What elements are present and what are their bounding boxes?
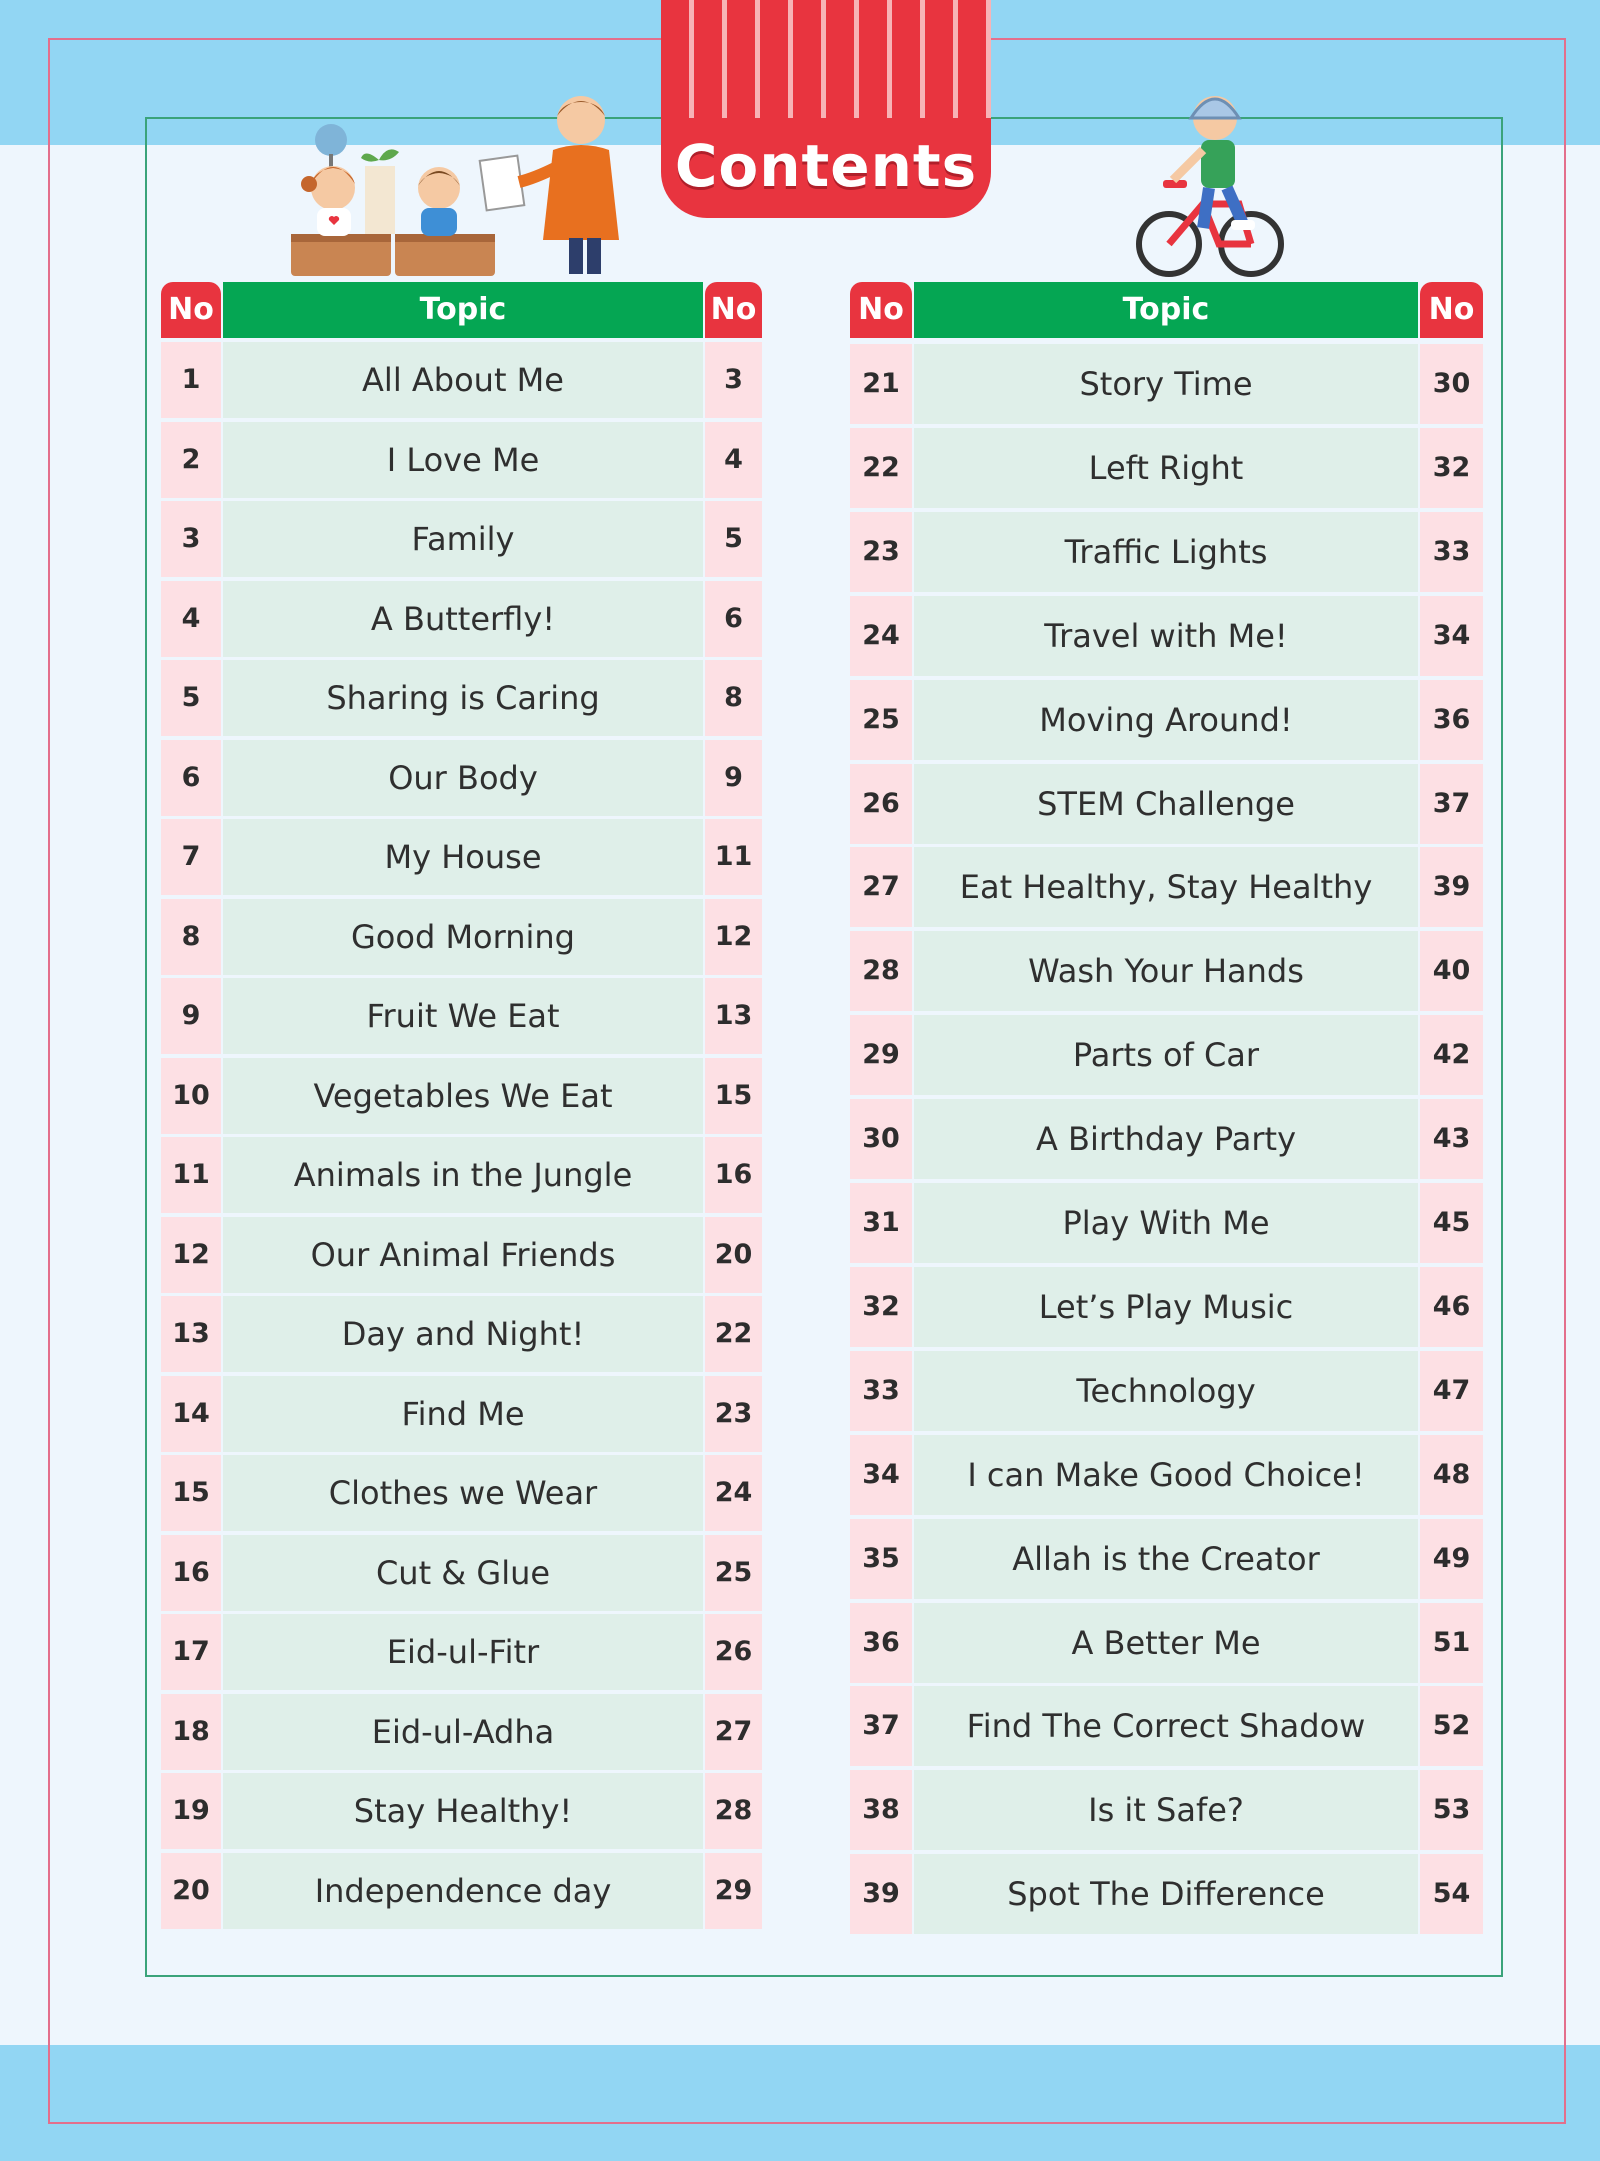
row-topic: Eid-ul-Adha: [223, 1694, 703, 1770]
row-topic: A Better Me: [914, 1603, 1418, 1683]
table-row: [161, 342, 762, 418]
row-number: 21: [850, 344, 912, 424]
row-page: 32: [1420, 428, 1483, 508]
row-topic: Story Time: [914, 344, 1418, 424]
row-topic: Technology: [914, 1351, 1418, 1431]
row-page: 24: [705, 1455, 762, 1531]
table-row: [850, 596, 1483, 676]
table-row: [850, 1854, 1483, 1934]
table-row: [850, 344, 1483, 424]
row-page: 45: [1420, 1183, 1483, 1263]
row-number: 3: [161, 501, 221, 577]
row-number: 24: [850, 596, 912, 676]
table-row: [161, 581, 762, 657]
classroom-illustration: [283, 88, 628, 278]
row-topic: Fruit We Eat: [223, 978, 703, 1054]
row-topic: Let’s Play Music: [914, 1267, 1418, 1347]
row-topic: All About Me: [223, 342, 703, 418]
row-page: 42: [1420, 1015, 1483, 1095]
row-topic: Find Me: [223, 1376, 703, 1452]
row-page: 48: [1420, 1435, 1483, 1515]
table-row: [850, 512, 1483, 592]
table-row: [161, 978, 762, 1054]
row-topic: Sharing is Caring: [223, 660, 703, 736]
row-number: 20: [161, 1853, 221, 1929]
table-row: [850, 764, 1483, 844]
row-number: 27: [850, 847, 912, 927]
row-number: 33: [850, 1351, 912, 1431]
cyclist-illustration: [1135, 88, 1295, 280]
table-row: [850, 1770, 1483, 1850]
row-topic: Eat Healthy, Stay Healthy: [914, 847, 1418, 927]
header-topic: Topic: [223, 282, 703, 338]
row-number: 25: [850, 680, 912, 760]
table-row: [850, 1603, 1483, 1683]
row-topic: Allah is the Creator: [914, 1519, 1418, 1599]
table-row: [161, 1853, 762, 1929]
table-row: [850, 1686, 1483, 1766]
row-topic: Vegetables We Eat: [223, 1058, 703, 1134]
row-topic: Left Right: [914, 428, 1418, 508]
table-row: [850, 1351, 1483, 1431]
row-number: 37: [850, 1686, 912, 1766]
row-page: 52: [1420, 1686, 1483, 1766]
header-page: No: [705, 282, 762, 338]
row-topic: Family: [223, 501, 703, 577]
row-topic: Traffic Lights: [914, 512, 1418, 592]
page-title: Contents: [674, 132, 978, 200]
row-number: 7: [161, 819, 221, 895]
header-topic: Topic: [914, 282, 1418, 338]
row-page: 13: [705, 978, 762, 1054]
row-topic: Independence day: [223, 1853, 703, 1929]
table-row: [850, 680, 1483, 760]
table-row: [161, 819, 762, 895]
row-topic: Parts of Car: [914, 1015, 1418, 1095]
row-topic: Stay Healthy!: [223, 1773, 703, 1849]
row-number: 22: [850, 428, 912, 508]
row-topic: Moving Around!: [914, 680, 1418, 760]
row-number: 19: [161, 1773, 221, 1849]
row-number: 29: [850, 1015, 912, 1095]
table-row: [850, 1183, 1483, 1263]
row-page: 11: [705, 819, 762, 895]
row-page: 6: [705, 581, 762, 657]
row-page: 27: [705, 1694, 762, 1770]
row-number: 36: [850, 1603, 912, 1683]
row-number: 38: [850, 1770, 912, 1850]
row-page: 47: [1420, 1351, 1483, 1431]
table-row: [850, 1099, 1483, 1179]
row-number: 16: [161, 1535, 221, 1611]
row-page: 37: [1420, 764, 1483, 844]
row-page: 26: [705, 1614, 762, 1690]
row-page: 12: [705, 899, 762, 975]
row-page: 36: [1420, 680, 1483, 760]
header-page: No: [1420, 282, 1483, 338]
table-row: [161, 660, 762, 736]
row-page: 9: [705, 740, 762, 816]
row-topic: I can Make Good Choice!: [914, 1435, 1418, 1515]
row-page: 23: [705, 1376, 762, 1452]
row-number: 13: [161, 1296, 221, 1372]
table-row: [161, 1137, 762, 1213]
banner-stripes: [661, 0, 991, 118]
row-topic: Is it Safe?: [914, 1770, 1418, 1850]
row-number: 8: [161, 899, 221, 975]
row-number: 30: [850, 1099, 912, 1179]
row-page: 5: [705, 501, 762, 577]
row-page: 28: [705, 1773, 762, 1849]
row-number: 5: [161, 660, 221, 736]
table-row: [161, 1773, 762, 1849]
row-number: 6: [161, 740, 221, 816]
row-number: 1: [161, 342, 221, 418]
row-page: 51: [1420, 1603, 1483, 1683]
row-number: 18: [161, 1694, 221, 1770]
table-row: [161, 1376, 762, 1452]
table-row: [161, 1296, 762, 1372]
row-page: 49: [1420, 1519, 1483, 1599]
row-page: 33: [1420, 512, 1483, 592]
row-number: 17: [161, 1614, 221, 1690]
row-page: 8: [705, 660, 762, 736]
row-page: 40: [1420, 931, 1483, 1011]
row-topic: My House: [223, 819, 703, 895]
row-topic: Eid-ul-Fitr: [223, 1614, 703, 1690]
table-row: [850, 428, 1483, 508]
row-page: 34: [1420, 596, 1483, 676]
table-row: [850, 847, 1483, 927]
row-page: 20: [705, 1217, 762, 1293]
table-row: [161, 1535, 762, 1611]
row-number: 10: [161, 1058, 221, 1134]
row-page: 25: [705, 1535, 762, 1611]
row-number: 35: [850, 1519, 912, 1599]
row-topic: Wash Your Hands: [914, 931, 1418, 1011]
row-topic: I Love Me: [223, 422, 703, 498]
header-no: No: [850, 282, 912, 338]
row-topic: Clothes we Wear: [223, 1455, 703, 1531]
right-contents-table: [850, 282, 1483, 1938]
table-row: [850, 1519, 1483, 1599]
row-topic: A Butterfly!: [223, 581, 703, 657]
row-number: 28: [850, 931, 912, 1011]
row-page: 29: [705, 1853, 762, 1929]
row-page: 43: [1420, 1099, 1483, 1179]
table-row: [161, 422, 762, 498]
row-number: 12: [161, 1217, 221, 1293]
row-number: 34: [850, 1435, 912, 1515]
row-page: 54: [1420, 1854, 1483, 1934]
table-row: [850, 1267, 1483, 1347]
row-page: 15: [705, 1058, 762, 1134]
row-page: 3: [705, 342, 762, 418]
row-topic: Animals in the Jungle: [223, 1137, 703, 1213]
row-topic: Spot The Difference: [914, 1854, 1418, 1934]
left-contents-table: [161, 282, 762, 1938]
row-number: 11: [161, 1137, 221, 1213]
table-row: [850, 1015, 1483, 1095]
row-page: 30: [1420, 344, 1483, 424]
row-topic: Good Morning: [223, 899, 703, 975]
table-row: [161, 1058, 762, 1134]
row-topic: Our Body: [223, 740, 703, 816]
row-topic: A Birthday Party: [914, 1099, 1418, 1179]
table-row: [161, 1455, 762, 1531]
row-number: 4: [161, 581, 221, 657]
row-topic: Travel with Me!: [914, 596, 1418, 676]
row-page: 16: [705, 1137, 762, 1213]
table-row: [161, 1694, 762, 1770]
row-number: 15: [161, 1455, 221, 1531]
row-page: 53: [1420, 1770, 1483, 1850]
row-page: 39: [1420, 847, 1483, 927]
row-topic: STEM Challenge: [914, 764, 1418, 844]
table-row: [850, 1435, 1483, 1515]
row-topic: Cut & Glue: [223, 1535, 703, 1611]
header-no: No: [161, 282, 221, 338]
contents-banner: [661, 0, 991, 218]
row-number: 31: [850, 1183, 912, 1263]
row-topic: Play With Me: [914, 1183, 1418, 1263]
table-row: [161, 1217, 762, 1293]
row-number: 14: [161, 1376, 221, 1452]
row-topic: Find The Correct Shadow: [914, 1686, 1418, 1766]
table-row: [161, 501, 762, 577]
table-row: [850, 931, 1483, 1011]
row-number: 26: [850, 764, 912, 844]
row-number: 32: [850, 1267, 912, 1347]
row-number: 23: [850, 512, 912, 592]
row-page: 4: [705, 422, 762, 498]
row-number: 2: [161, 422, 221, 498]
row-topic: Our Animal Friends: [223, 1217, 703, 1293]
table-row: [161, 899, 762, 975]
table-row: [161, 740, 762, 816]
row-topic: Day and Night!: [223, 1296, 703, 1372]
row-page: 22: [705, 1296, 762, 1372]
row-page: 46: [1420, 1267, 1483, 1347]
row-number: 39: [850, 1854, 912, 1934]
table-row: [161, 1614, 762, 1690]
row-number: 9: [161, 978, 221, 1054]
